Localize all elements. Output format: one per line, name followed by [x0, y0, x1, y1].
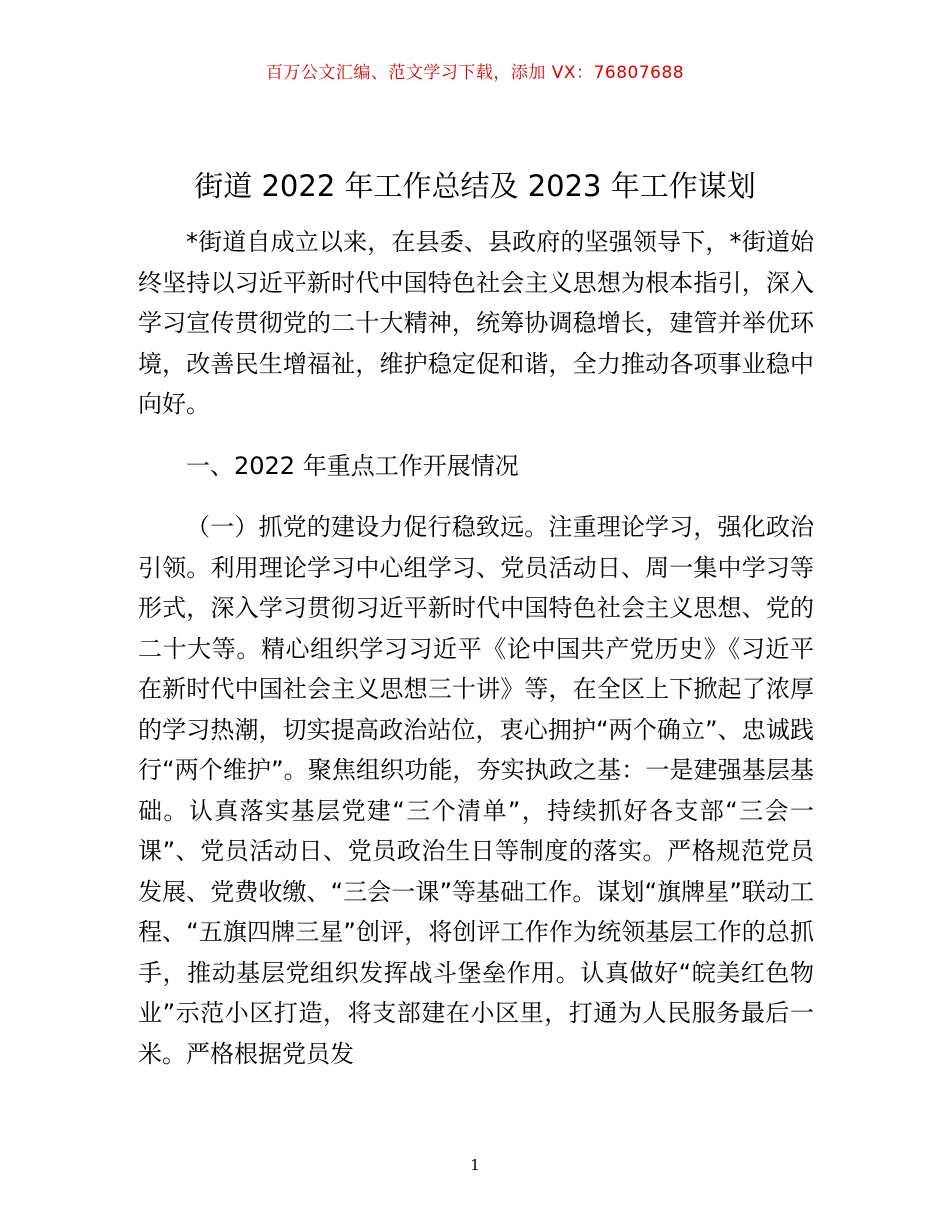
- body-paragraph: （一）抓党的建设力促行稳致远。注重理论学习，强化政治引领。利用理论学习中心组学习、党员活动日、周一集中学习等形式，深入学习贯彻习近平新时代中国特色社会主义思想、党的二十大等。精心组织学习习近平《论中国共产党历史》《习近平在新时代中国社会主义思想三十讲》等，在全区上下掀起了浓厚的学习热潮，切实提高政治站位，衷心拥护“两个确立”、忠诚践行“两个维护”。聚焦组织功能，夯实执政之基：一是建强基层基础。认真落实基层党建“三个清单”，持续抓好各支部“三会一课”、党员活动日、党员政治生日等制度的落实。严格规范党员发展、党费收缴、“三会一课”等基础工作。谋划“旗牌星”联动工程、“五旗四牌三星”创评，将创评工作作为统领基层工作的总抓手，推动基层党组织发挥战斗堡垒作用。认真做好“皖美红色物业”示范小区打造，将支部建在小区里，打通为人民服务最后一米。严格根据党员发: [138, 513, 814, 1068]
- section-heading: 一、2022 年重点工作开展情况: [186, 451, 519, 480]
- header-contact-note: 百万公文汇编、范文学习下载，添加 VX：76807688: [265, 63, 685, 83]
- document-title: 街道 2022 年工作总结及 2023 年工作谋划: [194, 169, 756, 203]
- intro-paragraph: *街道自成立以来，在县委、县政府的坚强领导下，*街道始终坚持以习近平新时代中国特色社会主义思想为根本指引，深入学习宣传贯彻党的二十大精神，统筹协调稳增长，建管并举优环境，改善民生增福祉，维护稳定促和谐，全力推动各项事业稳中向好。: [138, 228, 814, 418]
- page-number: 1: [470, 1156, 480, 1174]
- document-body: [138, 222, 814, 1074]
